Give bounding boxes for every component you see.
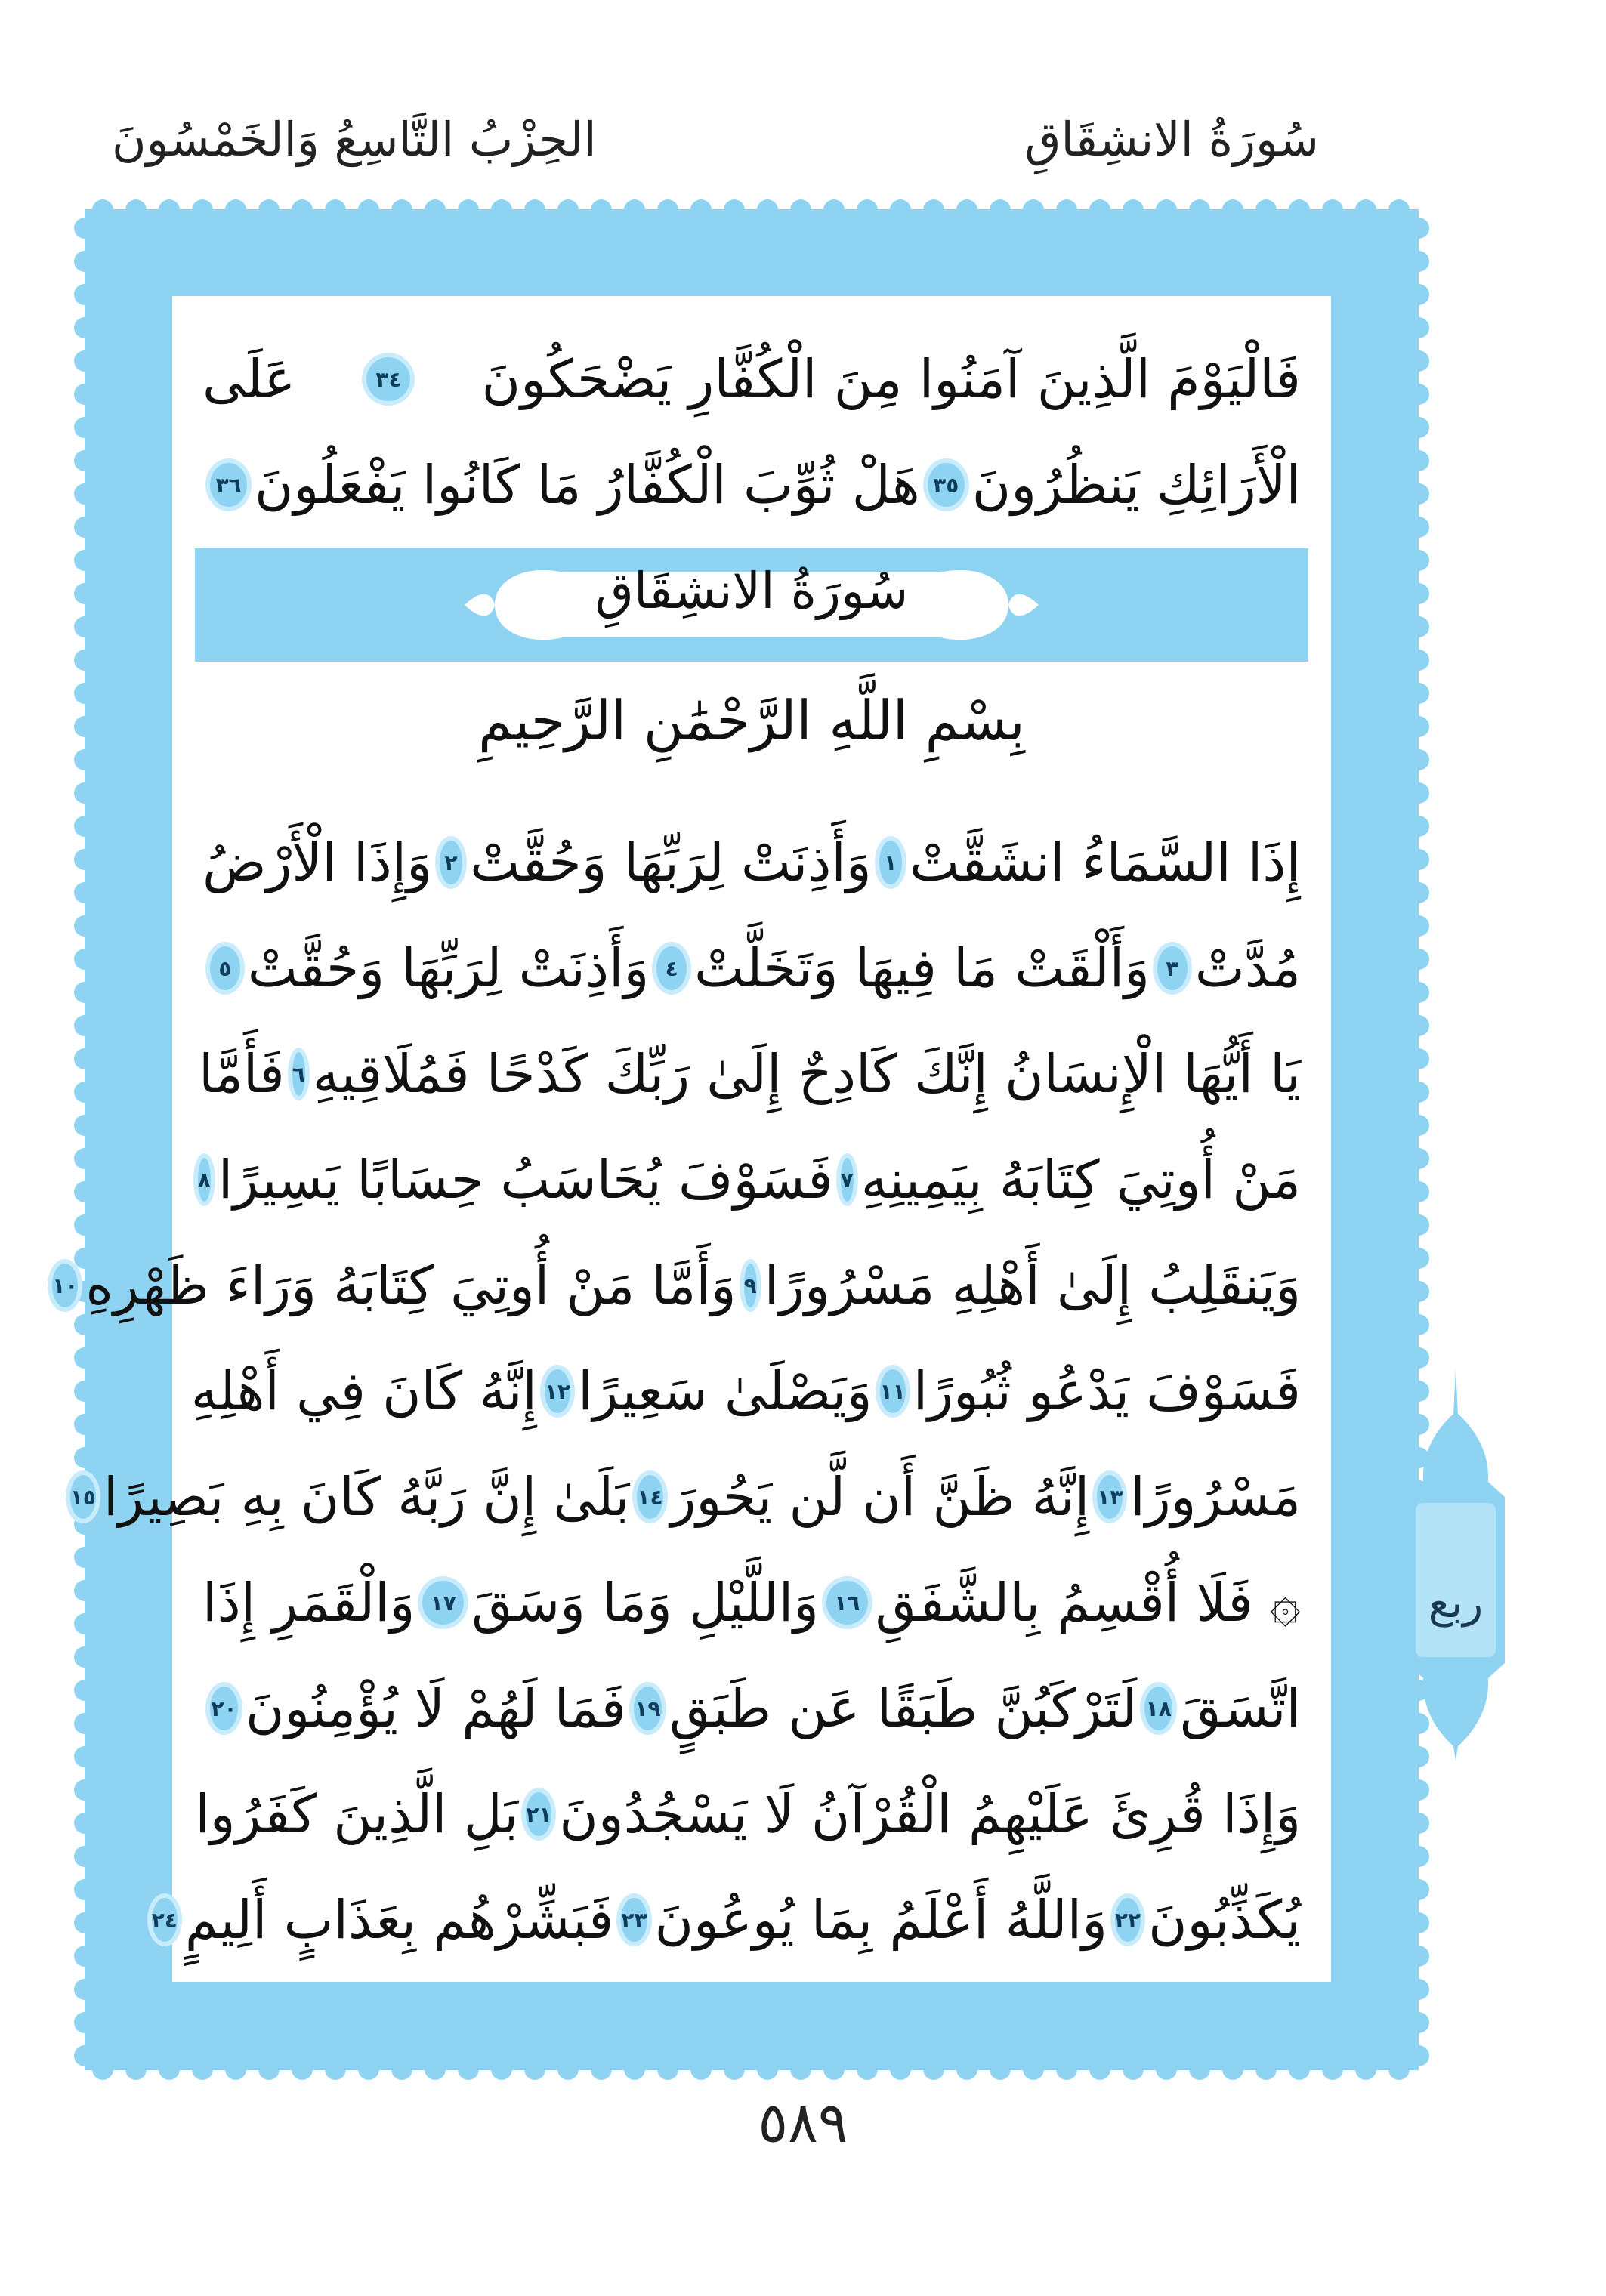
ayah-text: فَسَوْفَ يَدْعُو ثُبُورًا <box>913 1360 1301 1422</box>
ayah-number-marker: ١٠ <box>52 1264 78 1307</box>
ayah-number-marker: ١٦ <box>826 1581 868 1625</box>
ayah-text: إِذَا السَّمَاءُ انشَقَّتْ <box>909 832 1301 893</box>
ayah-number-marker: ٣ <box>1157 946 1188 990</box>
ayah-text: وَإِذَا قُرِئَ عَلَيْهِمُ الْقُرْآنُ لَا يَسْجُدُونَ <box>559 1783 1301 1845</box>
ayah-text: فَسَوْفَ يُحَاسَبُ حِسَابًا يَسِيرًا <box>218 1149 833 1211</box>
quran-line <box>202 1550 1301 1656</box>
ayah-number-marker: ٩ <box>744 1264 757 1307</box>
ayah-number-marker: ٣٥ <box>928 463 965 507</box>
ayah-text: بَلَىٰ إِنَّ رَبَّهُ كَانَ بِهِ بَصِيرًا <box>103 1466 630 1528</box>
ayah-number-marker: ٣٦ <box>210 463 247 507</box>
ayah-text: بَلِ الَّذِينَ كَفَرُوا <box>195 1783 519 1845</box>
ayah-number-marker: ٦ <box>292 1052 305 1096</box>
ayah-text: يَا أَيُّهَا الْإِنسَانُ إِنَّكَ كَادِحٌ إِلَىٰ رَبِّكَ كَدْحًا فَمُلَاقِيهِ <box>312 1043 1301 1105</box>
quran-line <box>202 915 1301 1021</box>
ayah-number-marker: ٤ <box>656 946 687 990</box>
ayah-text: فَالْيَوْمَ الَّذِينَ آمَنُوا مِنَ الْكُفَّارِ يَضْحَكُونَ <box>481 348 1301 410</box>
ayah-text: وَأَذِنَتْ لِرَبِّهَا وَحُقَّتْ <box>470 832 872 893</box>
ayah-text: وَأَذِنَتْ لِرَبِّهَا وَحُقَّتْ <box>247 937 650 999</box>
ayah-number-marker: ٢٠ <box>210 1687 238 1730</box>
ayah-number-marker: ٢ <box>440 841 462 884</box>
ayah-text: ۞ فَلَا أُقْسِمُ بِالشَّفَقِ <box>875 1572 1301 1634</box>
ayah-text: مَنْ أُوتِيَ كِتَابَهُ بِيَمِينِهِ <box>860 1149 1301 1211</box>
ayah-text: يُكَذِّبُونَ <box>1148 1889 1301 1951</box>
text-panel <box>52 296 1331 1982</box>
quran-line <box>202 326 1301 432</box>
ayah-text: هَلْ ثُوِّبَ الْكُفَّارُ مَا كَانُوا يَفْعَلُونَ <box>255 454 920 516</box>
ayah-number-marker: ١٩ <box>634 1687 662 1730</box>
quran-line <box>202 432 1301 538</box>
quran-line <box>69 1444 1301 1550</box>
ayah-text: وَيَنقَلِبُ إِلَىٰ أَهْلِهِ مَسْرُورًا <box>764 1254 1301 1316</box>
ayah-number-marker: ١٣ <box>1097 1475 1123 1519</box>
surah-title: سُورَةُ الانشِقَاقِ <box>595 562 909 620</box>
quran-line <box>151 1867 1301 1973</box>
surah-title-band <box>195 548 1308 662</box>
surah-name-header: سُورَةُ الانشِقَاقِ <box>1024 112 1319 167</box>
ayah-text: عَلَى <box>202 348 296 410</box>
quran-line <box>199 1021 1301 1127</box>
ayah-text: مُدَّتْ <box>1194 937 1301 999</box>
quran-line <box>52 1233 1301 1338</box>
quran-line <box>202 1656 1301 1761</box>
page-number: ٥٨٩ <box>758 2091 848 2156</box>
ayah-text: وَأَمَّا مَنْ أُوتِيَ كِتَابَهُ وَرَاءَ ظَهْرِهِ <box>85 1254 737 1316</box>
rub-marker-ornament <box>1399 1369 1512 1761</box>
ayah-number-marker: ٢٣ <box>621 1898 647 1942</box>
ayah-text: وَإِذَا الْأَرْضُ <box>202 832 432 893</box>
ayah-number-marker: ٨ <box>198 1158 211 1202</box>
basmala: بِسْمِ اللَّهِ الرَّحْمَٰنِ الرَّحِيمِ <box>478 689 1025 752</box>
hizb-header: الحِزْبُ التَّاسِعُ وَالخَمْسُونَ <box>112 112 597 167</box>
ayah-number-marker: ٢٢ <box>1115 1898 1141 1942</box>
ayah-number-marker: ١٧ <box>422 1581 464 1625</box>
ayah-number-marker: ٢٤ <box>152 1898 178 1942</box>
rub-marker-label: ربع <box>1428 1578 1484 1628</box>
ayah-number-marker: ٣٤ <box>366 357 410 401</box>
ayah-text: إِنَّهُ ظَنَّ أَن لَّن يَحُورَ <box>670 1466 1090 1528</box>
ayah-number-marker: ١٥ <box>70 1475 96 1519</box>
ayah-text: وَاللَّهُ أَعْلَمُ بِمَا يُوعُونَ <box>654 1889 1107 1951</box>
ayah-text: وَأَلْقَتْ مَا فِيهَا وَتَخَلَّتْ <box>694 937 1150 999</box>
ayah-text: إِنَّهُ كَانَ فِي أَهْلِهِ <box>190 1360 537 1422</box>
ayah-text: فَمَا لَهُمْ لَا يُؤْمِنُونَ <box>245 1677 626 1739</box>
ayah-text: وَاللَّيْلِ وَمَا وَسَقَ <box>471 1572 819 1634</box>
ayah-text: وَيَصْلَىٰ سَعِيرًا <box>578 1360 872 1422</box>
ayah-number-marker: ١ <box>879 841 902 884</box>
ayah-text: الْأَرَائِكِ يَنظُرُونَ <box>971 454 1301 516</box>
ayah-text: مَسْرُورًا <box>1130 1466 1301 1528</box>
ayah-number-marker: ٢١ <box>526 1792 551 1836</box>
quran-line <box>202 810 1301 915</box>
quran-line <box>197 1127 1301 1233</box>
ayah-text: اتَّسَقَ <box>1180 1677 1301 1739</box>
ayah-number-marker: ٧ <box>841 1158 854 1202</box>
ayah-text: فَأَمَّا <box>199 1043 285 1105</box>
ayah-number-marker: ١٤ <box>637 1475 662 1519</box>
quran-line <box>190 1338 1301 1444</box>
ayah-text: لَتَرْكَبُنَّ طَبَقًا عَن طَبَقٍ <box>669 1677 1138 1739</box>
ayah-number-marker: ٥ <box>210 946 240 990</box>
ayah-number-marker: ١٢ <box>545 1369 570 1413</box>
quran-line <box>195 1761 1301 1867</box>
ayah-number-marker: ١١ <box>880 1369 906 1413</box>
ayah-text: وَالْقَمَرِ إِذَا <box>202 1572 415 1634</box>
ayah-number-marker: ١٨ <box>1144 1687 1172 1730</box>
ayah-text: فَبَشِّرْهُم بِعَذَابٍ أَلِيمٍ <box>184 1889 614 1951</box>
